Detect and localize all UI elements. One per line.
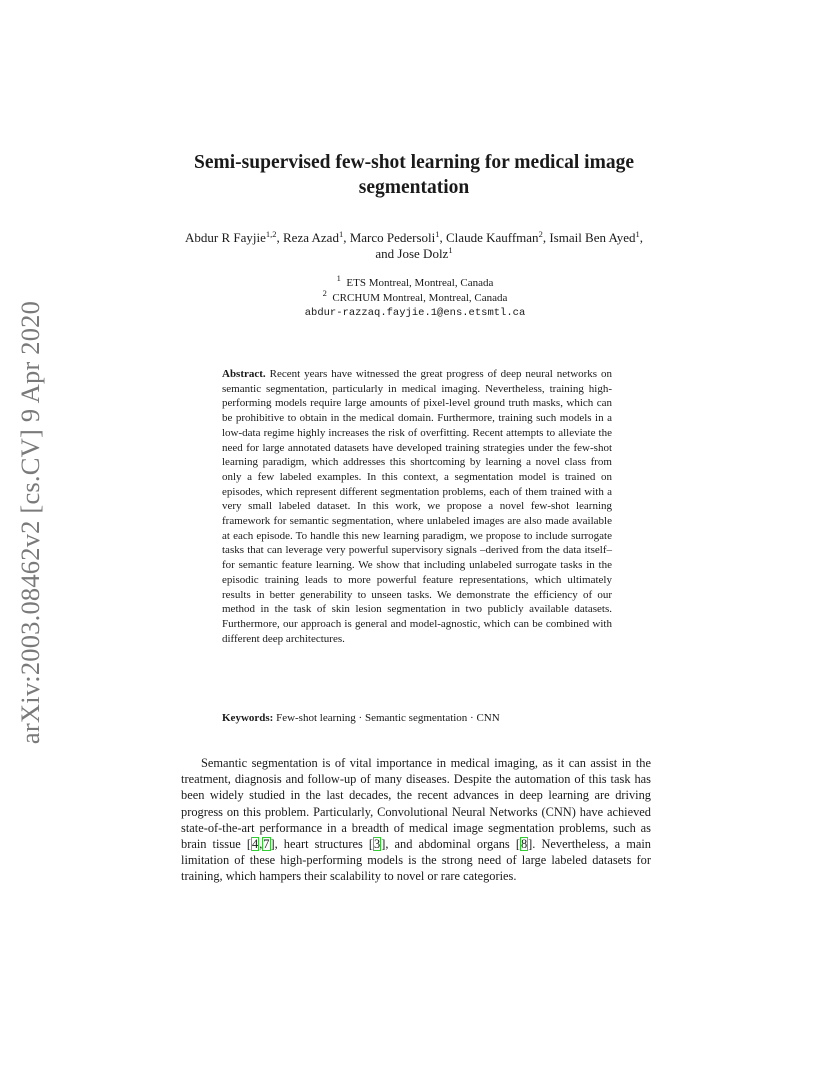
introduction-paragraph: Semantic segmentation is of vital importance in medical imaging, as it can assist in the treatment, diagnosis and follow-up of many diseases. Despite the automation of this task has been widely studied in the last decades, the recent advances in deep learning are driving progress on this problem. Particularly, Convolutional Neural Networks (CNN) have achieved state-of-the-art performance in a breadth of medical image segmentation problems, such as brain tissue [4,7], heart structures [3], and abdominal organs [8]. Nevertheless, a main limitation of these high-performing models is the strong need of large labeled datasets for training, which hampers their scalability to novel or rare categories. [181, 756, 651, 884]
author-affiliation-mark: 1 [435, 229, 440, 239]
citation-link[interactable]: 8 [520, 837, 528, 852]
author-affiliation-mark: 1,2 [265, 229, 277, 239]
citation-link[interactable]: 7 [263, 837, 270, 852]
keywords-line [222, 711, 612, 725]
abstract-text: Recent years have witnessed the great progress of deep neural networks on semantic segmentation, particularly in medical imaging. Nevertheless, training high-performing models require large amounts of pixel-level ground truth masks, which can be prohibitive to obtain in the medical domain. Furthermore, training such models in a low-data regime highly increases the risk of overfitting. Recent attempts to alleviate the need for large annotated datasets have developed training strategies under the few-shot learning paradigm, which addresses this shortcoming by learning a novel class from only a few labeled examples. In this context, a segmentation model is trained on episodes, which represent different segmentation problems, each of them trained with a very small labeled dataset. In this work, we propose a novel few-shot learning framework for semantic segmentation, where unlabeled images are also made available at each episode. To handle this new learning paradigm, we propose to include surrogate tasks that can leverage very powerful supervisory signals –derived from the data itself– for semantic feature learning. We show that including unlabeled surrogate tasks in the episodic training leads to more powerful feature representations, which ultimately results in better generability to unseen tasks. We demonstrate the efficiency of our method in the task of skin lesion segmentation in two publicly available datasets. Furthermore, our approach is general and model-agnostic, which can be combined with different deep architectures. [222, 368, 613, 645]
author-name: Ismail Ben Ayed [549, 230, 636, 245]
citation-link[interactable]: 3 [374, 837, 381, 852]
author-email: abdur-razzaq.fayjie.1@ens.etsmtl.ca [304, 307, 526, 319]
author-name: Marco Pedersoli [349, 230, 436, 245]
abstract-paragraph [222, 367, 612, 646]
paper-title: Semi-supervised few-shot learning for medical image segmentation [194, 152, 634, 198]
author-name: Jose Dolz [397, 246, 449, 261]
affiliation-block [200, 273, 630, 321]
author-affiliation-mark: 2 [538, 229, 543, 239]
arxiv-identifier-stamp [16, 292, 46, 752]
citation-link[interactable]: 4 [251, 837, 259, 852]
affiliation-line: $^2$ CRCHUM Montreal, Montreal, Canada [322, 288, 508, 304]
arxiv-id-text: arXiv:2003.08462v2 [cs.CV] 9 Apr 2020 [15, 300, 46, 744]
affiliation-line: $^1$ ETS Montreal, Montreal, Canada [336, 273, 494, 289]
abstract-label: Abstract. [222, 368, 266, 380]
author-affiliation-mark: 1 [635, 229, 640, 239]
keywords-label: Keywords: [222, 712, 274, 724]
author-affiliation-mark: 1 [448, 245, 453, 255]
author-name: Abdur R Fayjie [184, 230, 266, 245]
author-affiliation-mark: 1 [338, 229, 344, 239]
author-name: Reza Azad [283, 230, 339, 245]
keywords-text: Few-shot learning · Semantic segmentation · CNN [276, 712, 500, 724]
author-list: Abdur R Fayjie$^{1,2}$, Reza Azad$^1$, Marco Pedersoli$^1$, Claude Kauffman$^2$, Ismail Ben Ayed$^1$, and Jose Dolz$^1$ [184, 229, 643, 261]
author-name: Claude Kauffman [446, 230, 539, 245]
